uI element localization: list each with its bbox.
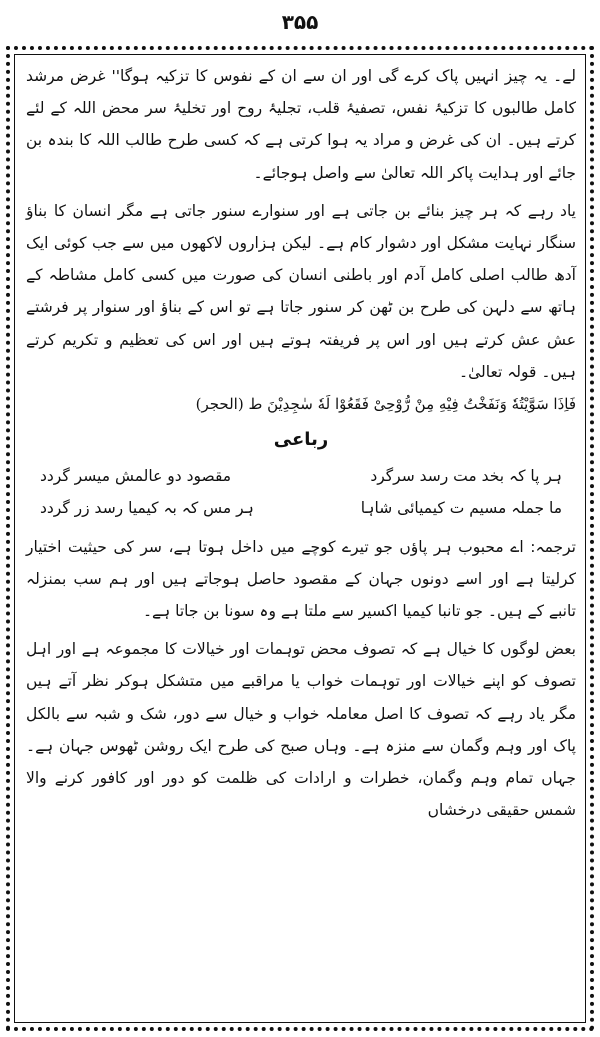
rubai-heading: رباعی xyxy=(273,429,329,451)
poem-line-2-first-half: ما جملہ مسیم ت کیمیائی شاہا xyxy=(360,499,562,518)
page-number: ۳۵۵ xyxy=(281,10,319,34)
poem-line-1-second-half: مقصود دو عالمش میسر گردد xyxy=(40,467,232,486)
quran-verse: فَاِذَا سَوَّيْتُهٗ وَنَفَخْتُ فِيْهِ مِنْ رُّوْحِىْ فَقَعُوْا لَهٗ سٰجِدِيْنَ ط (الحجر) xyxy=(195,395,576,414)
paragraph-4: بعض لوگوں کا خیال ہے کہ تصوف محض توہمات اور خیالات کا مجموعہ ہے اور اہل تصوف کو اپنے خیالات اور توہمات خواب یا مراقبے میں متشکل ہوکر نظر آتے ہیں مگر یاد رہے کہ تصوف کا اصل معاملہ خواب و خیال سے دور، شک و شبہ سے بالکل پاک اور وہم وگمان سے منزہ ہے۔ وہاں صبح کی طرح ایک روشن ٹھوس جہان ہے۔ جہاں تمام وہم وگمان، خطرات و ارادات کی ظلمت کو دور اور کافور کرنے والا شمس حقیقی درخشاں xyxy=(26,640,576,820)
poem-line-2 xyxy=(26,492,576,524)
poem-line-1-first-half: ہر پا کہ بخد مت رسد سرگرد xyxy=(370,467,562,486)
poem-line-1 xyxy=(26,460,576,492)
page-body xyxy=(26,60,576,826)
paragraph-1: لے۔ یہ چیز انہیں پاک کرے گی اور ان سے ان کے نفوس کا تزکیہ ہوگا'' غرض مرشد کامل طالبوں کا تزکیۂ نفس، تصفیۂ قلب، تجلیۂ روح اور تخلیۂ سر محض اللہ کے لئے کرتے ہیں۔ ان کی غرض و مراد یہ ہوا کرتی ہے کہ کسی طرح طالب اللہ کا بندہ بن جائے اور ہدایت پاکر اللہ تعالیٰ سے واصل ہوجائے۔ xyxy=(26,67,576,182)
paragraph-2: یاد رہے کہ ہر چیز بنائے بن جاتی ہے اور سنوارے سنور جاتی ہے مگر انسان کا بناؤ سنگار نہایت مشکل اور دشوار کام ہے۔ لیکن ہزاروں لاکھوں میں سے جب کوئی ایک آدھ طالب اصلی کامل آدم اور باطنی انسان کی صورت میں کسی کامل مشاطہ کے ہاتھ سے دلہن کی طرح بن ٹھن کر سنور جاتا ہے تو اس کے بناؤ اور سنوار پر فرشتے عش عش کرتے ہیں اور اس پر فریفتہ ہوتے ہیں اور اس کی تعظیم و تکریم کرتے ہیں۔ قولہ تعالیٰ۔ xyxy=(26,201,576,381)
poem-line-2-second-half: ہر مس کہ بہ کیمیا رسد زر گردد xyxy=(40,499,254,518)
translation-paragraph: ترجمہ: اے محبوب ہر پاؤں جو تیرے کوچے میں داخل ہوتا ہے، سر کی حیثیت اختیار کرلیتا ہے اور اسے دونوں جہان کے مقصود حاصل ہوجاتے ہیں اور ہم سب بمنزلہ تانبے کے ہیں۔ جو تانبا کیمیا اکسیر سے ملتا ہے وہ سونا بن جاتا ہے۔ xyxy=(26,537,576,621)
